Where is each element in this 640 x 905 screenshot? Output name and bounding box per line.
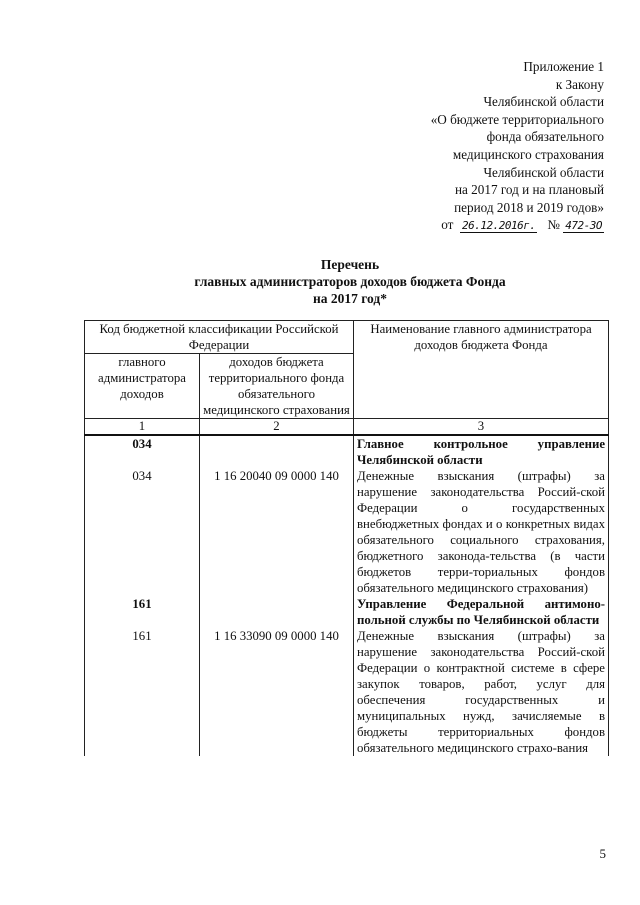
date-prefix: от [441,217,454,233]
column-number: 2 [200,419,354,436]
income-code: 1 16 20040 09 0000 140 [200,468,354,596]
page-number: 5 [599,846,606,861]
document-heading [0,256,640,307]
admin-name: Денежные взыскания (штрафы) за нарушение законодательства Россий-ской Федерации о государственных внебюджетных фондах и о конкретных видах обязательного социального страхования, бюджетного законода-тельства (в части бюджетов терри-ториальных фондов обязательного медицинского страхования) [354,468,609,596]
admin-code: 034 [85,468,200,596]
law-date-line [344,216,604,235]
heading-title: Перечень [320,257,380,272]
admin-code: 161 [85,628,200,756]
admin-code: 034 [85,435,200,468]
table-row [85,435,609,468]
appendix-line: медицинского страхования [452,146,604,162]
law-number: 472-ЗО [565,219,602,233]
admin-name: Главное контрольное управление Челябинской области [354,435,609,468]
number-prefix: № [547,217,560,233]
income-code: 1 16 33090 09 0000 140 [200,628,354,756]
heading-year: на 2017 год* [312,291,387,306]
appendix-block [344,58,604,235]
appendix-line: Приложение 1 [523,59,604,74]
appendix-line: «О бюджете территориального [430,111,604,127]
administrators-table [84,320,609,756]
appendix-line: Челябинской области [483,164,604,180]
table-row [85,596,609,628]
heading-subtitle: главных администраторов доходов бюджета Фонда [194,274,506,289]
law-date: 26.12.2016г. [461,219,536,233]
appendix-line: Челябинской области [483,94,604,110]
appendix-line: к Закону [555,76,604,92]
column-number: 1 [85,419,200,436]
appendix-line: период 2018 и 2019 годов» [454,199,604,215]
header-code-group: Код бюджетной классификации Российской Федерации [85,321,354,354]
appendix-line: на 2017 год и на плановый [454,182,604,198]
column-number: 3 [354,419,609,436]
table-row [85,628,609,756]
income-code [200,435,354,468]
header-income: доходов бюджета территориального фонда обязательного медицинского страхования [200,354,354,419]
header-name: Наименование главного администратора доходов бюджета Фонда [354,321,609,419]
admin-name: Управление Федеральной антимоно-польной службы по Челябинской области [354,596,609,628]
admin-code: 161 [85,596,200,628]
income-code [200,596,354,628]
header-admin: главного администратора доходов [85,354,200,419]
appendix-line: фонда обязательного [486,129,604,145]
admin-name: Денежные взыскания (штрафы) за нарушение законодательства Россий-ской Федерации о контрактной системе в сфере закупок товаров, работ, услуг для обеспечения государственных и муниципальных нужд, зачисляемые в бюджеты территориальных фондов обязательного медицинского страхо-вания [354,628,609,756]
table-row [85,468,609,596]
